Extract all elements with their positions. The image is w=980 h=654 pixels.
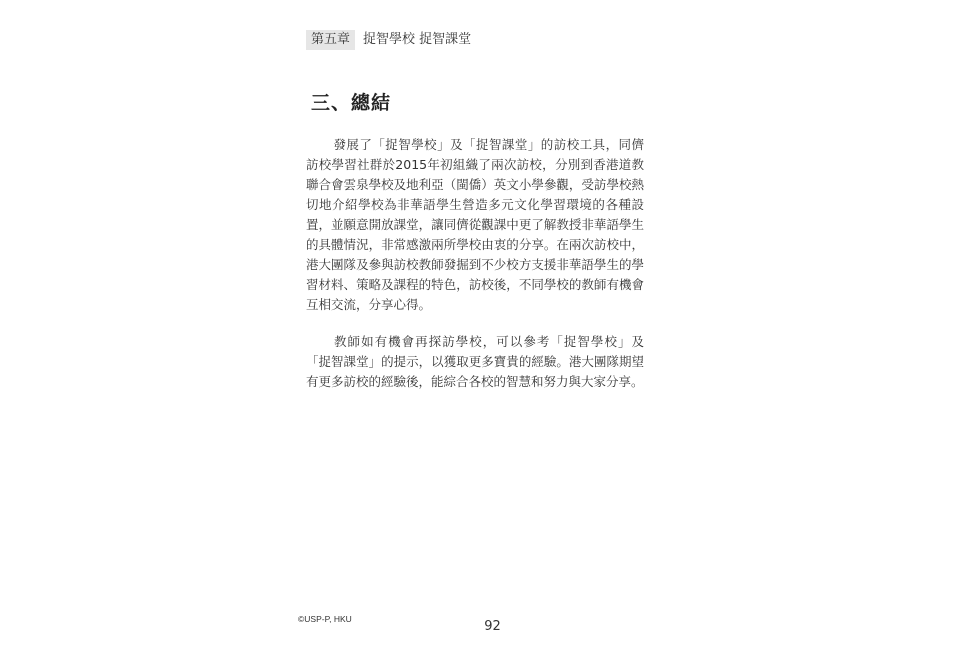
body-paragraph-2 (306, 332, 644, 392)
page-number: 92 (484, 619, 501, 634)
paragraph-text: 發展了「捉智學校」及「捉智課堂」的訪校工具，同儕訪校學習社群於2015年初組織了兩次訪校，分別到香港道教聯合會雲泉學校及地利亞（閩僑）英文小學參觀，受訪學校熱切地介紹學校為非華語學生營造多元文化學習環境的各種設置，並願意開放課堂，讓同儕從觀課中更了解教授非華語學生的具體情況，非常感激兩所學校由衷的分享。在兩次訪校中，港大團隊及參與訪校教師發掘到不少校方支援非華語學生的學習材料、策略及課程的特色，訪校後，不同學校的教師有機會互相交流，分享心得。 (306, 137, 644, 312)
chapter-tag: 第五章 (306, 30, 355, 50)
chapter-header (306, 30, 471, 50)
body-paragraph-1 (306, 135, 644, 315)
section-heading: 三、總結 (311, 92, 392, 114)
chapter-title: 捉智學校 捉智課堂 (363, 32, 472, 47)
copyright-notice: ©USP-P, HKU (298, 614, 352, 624)
paragraph-text: 教師如有機會再探訪學校，可以參考「捉智學校」及「捉智課堂」的提示，以獲取更多寶貴的經驗。港大團隊期望有更多訪校的經驗後，能綜合各校的智慧和努力與大家分享。 (306, 334, 644, 389)
